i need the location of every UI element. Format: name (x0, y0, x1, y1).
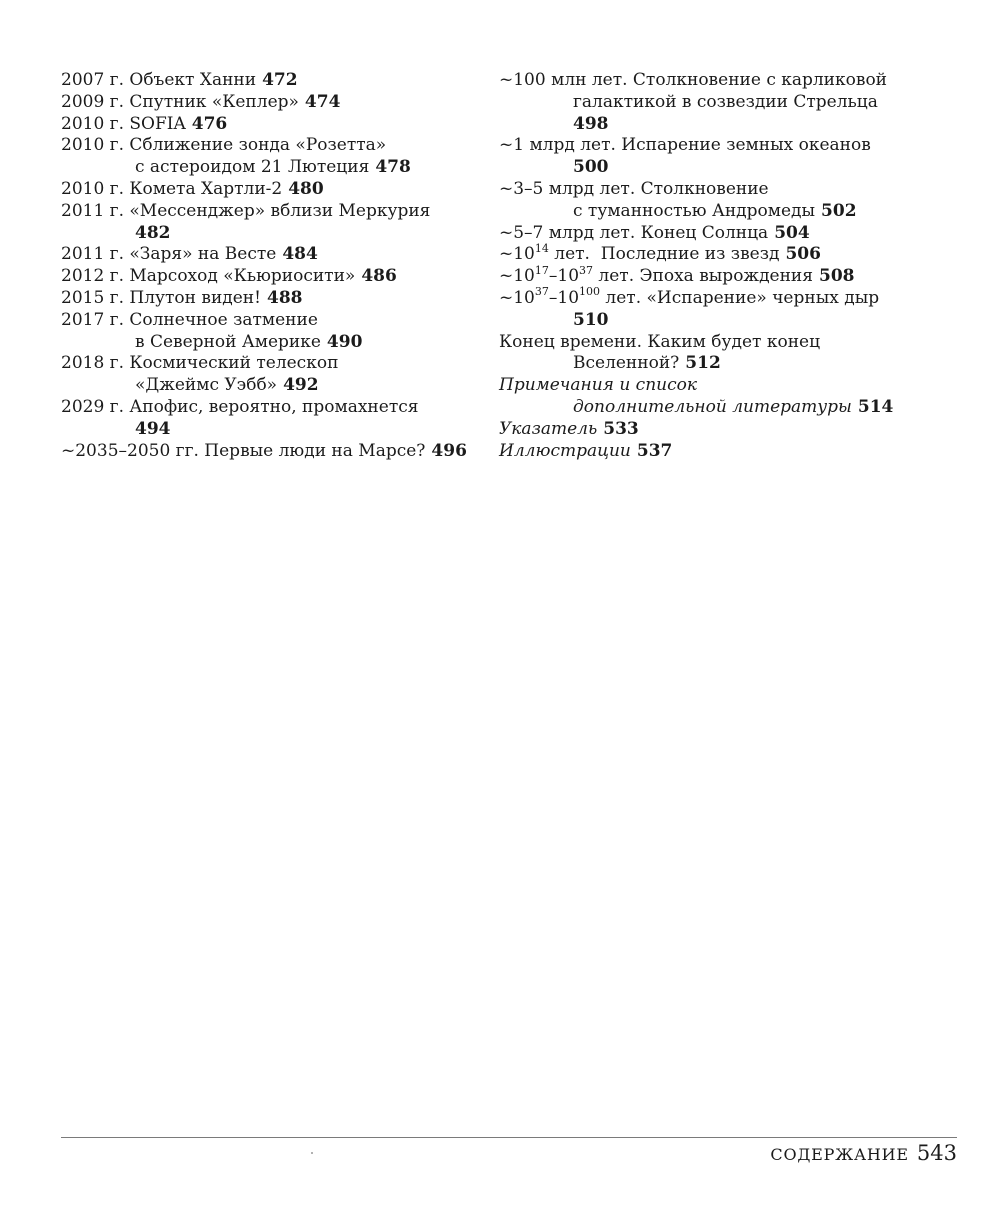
toc-entry-page: 480 (288, 178, 324, 199)
toc-entry[interactable] (61, 201, 491, 245)
toc-entry-page: 514 (857, 396, 894, 417)
toc-entry[interactable] (61, 310, 491, 354)
toc-entry-page: 478 (375, 157, 411, 178)
toc-entry[interactable] (61, 288, 491, 310)
toc-entry[interactable] (61, 179, 491, 201)
toc-entry-page: 500 (573, 157, 609, 178)
toc-entry-title: 2010 г. SOFIA (61, 113, 186, 134)
toc-entry-title-cont: Вселенной? (573, 353, 680, 374)
toc-entry-title: 2012 г. Марсоход «Кьюриосити» (61, 266, 356, 287)
toc-entry-title-cont: с астероидом 21 Лютеция (135, 157, 370, 178)
toc-entry[interactable] (499, 285, 959, 332)
toc-entry-title: 2011 г. «Мессенджер» вблизи Меркурия (61, 200, 431, 221)
toc-entry-page: 512 (685, 353, 721, 374)
toc-entry-title: 2010 г. Сближение зонда «Розетта» (61, 135, 387, 156)
toc-entry-page: 492 (283, 375, 319, 396)
toc-entry-page: 504 (774, 222, 810, 243)
toc-entry[interactable] (61, 266, 491, 288)
toc-entry-title: Иллюстрации (499, 440, 631, 461)
toc-entry-page: 484 (282, 244, 318, 265)
toc-entry-title: 2015 г. Плутон виден! (61, 287, 261, 308)
toc-entry[interactable] (499, 135, 959, 179)
page-number: 543 (916, 1141, 957, 1165)
toc-entry[interactable] (61, 135, 491, 179)
toc-entry-title: ~2035–2050 гг. Первые люди на Марсе? (61, 440, 426, 461)
toc-entry[interactable] (499, 263, 959, 288)
toc-entry-title: 2018 г. Космический телескоп (61, 353, 339, 374)
toc-entry-title: 2029 г. Апофис, вероятно, промахнется (61, 396, 419, 417)
toc-entry[interactable] (61, 397, 491, 441)
toc-entry-title: 2007 г. Объект Ханни (61, 70, 257, 90)
toc-entry-title-cont: в Северной Америке (135, 331, 321, 352)
toc-entry-title: 2009 г. Спутник «Кеплер» (61, 91, 299, 112)
toc-entry-title: $\sim 10^{14}$ лет. Последние из звезд 506 (499, 241, 821, 265)
toc-entry[interactable] (61, 114, 491, 136)
toc-entry-title: $\sim 10^{37}-10^{100}$ лет. «Испарение» черных дыр (499, 285, 880, 308)
toc-entry[interactable] (499, 70, 959, 135)
toc-entry-page: 502 (821, 200, 857, 221)
toc-entry-page: 506 (785, 244, 821, 265)
toc-entry-title: 2011 г. «Заря» на Весте (61, 244, 277, 265)
toc-entry[interactable] (499, 223, 959, 245)
toc-entry-page: 488 (266, 287, 303, 308)
toc-entry[interactable] (499, 375, 959, 419)
toc-entry[interactable] (61, 441, 491, 463)
toc-entry-title: Конец времени. Каким будет конец (499, 331, 821, 352)
toc-entry-page: 474 (304, 91, 341, 112)
toc-column-left (61, 70, 491, 462)
toc-entry-page: 490 (326, 331, 363, 352)
page-footer (770, 1138, 957, 1168)
toc-entry-title: Указатель (499, 418, 598, 439)
toc-entry-page: 537 (636, 440, 673, 461)
toc-entry-title: $\sim 10^{17}-10^{37}$ лет. Эпоха вырождения 508 (499, 263, 855, 287)
toc-entry[interactable] (499, 241, 959, 266)
toc-entry-title: ~5–7 млрд лет. Конец Солнца (499, 222, 769, 243)
toc-entry[interactable] (499, 419, 959, 441)
toc-entry-page: 472 (262, 70, 298, 90)
toc-entry[interactable] (61, 353, 491, 397)
toc-entry-title: ~3–5 млрд лет. Столкновение (499, 178, 769, 199)
toc-column-right (499, 70, 959, 462)
toc-entry-title-cont: «Джеймс Уэбб» (135, 375, 278, 396)
toc-entry-page: 510 (573, 309, 609, 330)
toc-entry-page: 498 (573, 113, 609, 134)
toc-entry-page: 494 (135, 418, 171, 439)
toc-entry-page: 533 (603, 418, 639, 439)
toc-entry[interactable] (61, 244, 491, 266)
toc-entry-title: ~1 млрд лет. Испарение земных океанов (499, 135, 871, 156)
toc-entry-title: 2017 г. Солнечное затмение (61, 309, 318, 330)
toc-entry-page: 486 (361, 266, 397, 287)
toc-entry[interactable] (61, 70, 491, 92)
toc-entry[interactable] (61, 92, 491, 114)
toc-entry[interactable] (499, 441, 959, 463)
toc-entry-title: ~100 млн лет. Столкновение с карликовой (499, 70, 888, 90)
toc-entry-page: 508 (818, 266, 855, 287)
toc-entry-title-cont: галактикой в созвездии Стрельца (573, 91, 878, 112)
toc-entry-title-cont: дополнительной литературы (573, 396, 852, 417)
print-speck (311, 1152, 313, 1154)
toc-entry-page: 476 (191, 113, 228, 134)
toc-entry-title: 2010 г. Комета Хартли-2 (61, 178, 283, 199)
toc-entry-page: 496 (431, 440, 467, 461)
running-section-title: СОДЕРЖАНИЕ (770, 1145, 909, 1164)
toc-entry[interactable] (499, 332, 959, 376)
toc-entry-title-cont: с туманностью Андромеды (573, 200, 816, 221)
toc-entry[interactable] (499, 179, 959, 223)
toc-entry-title: Примечания и список (499, 375, 698, 396)
toc-entry-page: 482 (135, 222, 171, 243)
